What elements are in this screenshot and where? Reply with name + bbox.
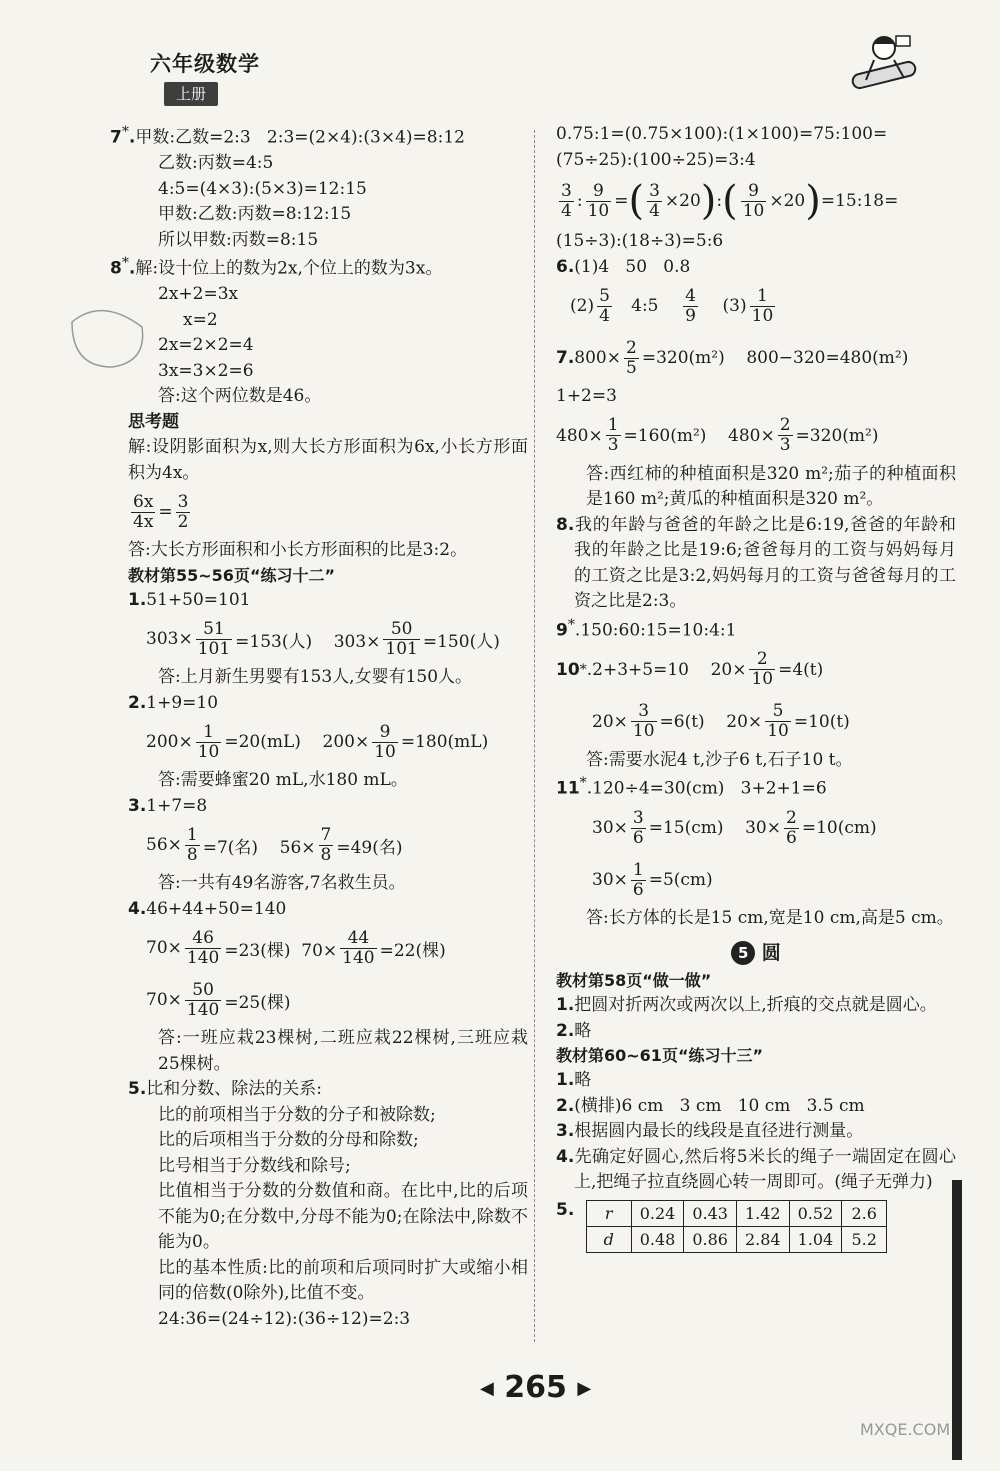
e4-line1: 46+44+50=140 [146, 898, 287, 919]
radius-diameter-table [586, 1200, 888, 1253]
table-row-d [586, 1226, 887, 1252]
q8-line3: x=2 [183, 309, 218, 330]
unit-name: 圆 [761, 941, 781, 964]
table-cell: 5.2 [842, 1226, 887, 1252]
q11-answer: 答:长方体的长是15 cm,宽是10 cm,高是5 cm。 [586, 908, 954, 929]
x1-text: 略 [574, 1070, 592, 1091]
table-cell: 0.52 [789, 1200, 842, 1226]
e2-answer: 答:需要蜂蜜20 mL,水180 mL。 [158, 770, 408, 791]
q7-line4: 甲数:乙数:丙数=8:12:15 [158, 204, 352, 225]
think-answer: 答:大长方形面积和小长方形面积的比是3:2。 [128, 540, 468, 561]
think-title: 思考题 [128, 411, 179, 432]
ratio-line1: 0.75:1=(0.75×100):(1×100)=75:100= [556, 124, 888, 144]
e5-line3: 比的后项相当于分数的分母和除数; [158, 1130, 419, 1151]
do1-text: 把圆对折两次或两次以上,折痕的交点就是圆心。 [574, 995, 937, 1016]
table-cell: 0.43 [684, 1200, 737, 1226]
think-line1: 解:设阴影面积为x,则大长方形面积为6x,小长方形面积为4x。 [128, 437, 528, 483]
unit-heading [556, 938, 956, 966]
e5-line1: 比和分数、除法的关系: [146, 1079, 323, 1100]
q8-line5: 3x=3×2=6 [158, 360, 254, 381]
q6-line2: (2) 5 4 4:5 4 9 (3) 1 10 [570, 285, 774, 326]
q7-equation1: 7. 800× $\frac{2}{5}$ =320(m²) 800−320=480(m²) [556, 337, 909, 378]
q8-answer: 答:这个两位数是46。 [158, 386, 322, 407]
table-cell: 2.6 [842, 1200, 887, 1226]
do-title: 教材第58页“做一做” [556, 971, 712, 991]
e2-equation: 200× $\frac{1}{10}$ =20(mL) 200× $\frac{9}{10}$ =180(mL) [146, 722, 489, 762]
q7-line5: 所以甲数:丙数=8:15 [158, 229, 319, 250]
binding-edge [952, 1180, 962, 1460]
q11-equation2: 30× $\frac{1}{6}$ =5(cm) [592, 860, 713, 900]
q7-line1: 甲数:乙数=2:3 2:3=(2×4):(3×4)=8:12 [135, 127, 465, 148]
table-header-d: d [586, 1226, 631, 1252]
e1-line1: 51+50=101 [146, 589, 251, 610]
unit-number-badge: 5 [731, 941, 755, 965]
x3-text: 根据圆内最长的线段是直径进行测量。 [574, 1121, 864, 1142]
table-cell: 1.04 [789, 1226, 842, 1252]
q9r-text: .150:60:15=10:4:1 [574, 620, 737, 641]
table-cell: 0.24 [631, 1200, 684, 1226]
e4-answer: 答:一班应栽23棵树,二班应栽22棵树,三班应栽25棵树。 [158, 1028, 528, 1074]
ratio-line4: (15÷3):(18÷3)=5:6 [556, 231, 724, 251]
q8-line4: 2x=2×2=4 [158, 335, 254, 356]
table-cell: 0.48 [631, 1226, 684, 1252]
q11-equation1: 30× $\frac{3}{6}$ =15(cm) 30× $\frac{2}{6}$ =10(cm) [592, 808, 877, 848]
q10-equation2: 20× $\frac{3}{10}$ =6(t) 20× $\frac{5}{10}$ =10(t) [592, 701, 850, 742]
left-arrow-icon: ◀ [480, 1378, 494, 1399]
table-row-r [586, 1200, 887, 1226]
exercise12-title: 教材第55~56页“练习十二” [128, 565, 335, 585]
ratio-line2: (75÷25):(100÷25)=3:4 [556, 149, 756, 170]
e1-answer: 答:上月新生男婴有153人,女婴有150人。 [158, 667, 473, 688]
table-cell: 2.84 [736, 1226, 789, 1252]
q7-equation2: 480× $\frac{1}{3}$ =160(m²) 480× $\frac{2}{3}$ =320(m²) [556, 415, 879, 455]
book-title: 六年级数学 [150, 52, 260, 76]
e5-line5: 比值相当于分数的分数值和商。在比中,比的后项不能为0;在分数中,分母不能为0;在除法中,除数不能为0。 [158, 1181, 528, 1253]
q6-line1: (1)4 50 0.8 [574, 256, 691, 277]
left-column: 7*.甲数:乙数=2:3 2:3=(2×4):(3×4)=8:12 乙数:丙数=4:5 4:5=(4×3):(5×3)=12:15 甲数:乙数:丙数=8:12:15 所以甲数:丙数=8:15 8*.解:设十位上的数为2x,个位上的数为3x。 2x+2=3x x=2 2x=2×2=4 3x=3×2=6 答:这个两位数是46。 思考题 解:设阴影面积为x,则大长方形面积为6x,小长方形面积为4x。 6x 4x = 3 2 答:大长方形面积和小长方形面积的比是3:2。 教材第55~56页“练习十二” 1.51+50=101 303× $\frac{51}{101}$ =153(人) 303× $\frac{50}{101}$ =150(人) 答:上月新生男婴有153人,女婴有150人。 2.1+9=10 200× $\frac{1}{10}$ =20(mL) 200× $\frac{9}{10}$ =180(mL) 答:需要蜂蜜20 mL,水180 mL。 3.1+7=8 56× $\frac{1}{8}$ =7(名) 56× $\frac{7}{8}$ =49(名) 答:一共有49名游客,7名救生员。 4.46+44+50=140 70× $\frac{46}{140}$ =23(棵) 70× $\frac{44}{140}$ =22(棵) 70× $\frac{50}{140}$ =25(棵) 答:一班应栽23棵树,二班应栽22棵树,三班应栽25棵树。 5.比和分数、除法的关系: 比的前项相当于分数的分子和被除数; 比的后项相当于分数的分母和除数; 比号相当于分数线和除号; 比值相当于分数的分数值和商。在比中,比的后项不能为0;在分数中,分母不能为0;在除法中,除数不能为0。 比的基本性质:比的前项和后项同时扩大或缩小相同的倍数(0除外),比值不变。 24:36=(24÷12):(36÷12)=2:3 [128, 122, 528, 1332]
q7r-line2: 1+2=3 [556, 386, 617, 406]
watermark-text: MXQE.COM [860, 1420, 951, 1439]
q11-line1: .120÷4=30(cm) 3+2+1=6 [586, 778, 827, 799]
ratio-fraction-line: 3 4 : $\frac{9}{10}$ = ( $\frac{3}{4}$ ×20 ) : ( $\frac{9}{10}$ ×20 ) =15:18= [561, 178, 899, 224]
e4-equation2: 70× $\frac{50}{140}$ =25(棵) [146, 980, 291, 1020]
page-number-text: 265 [504, 1370, 567, 1405]
e1-equation: 303× $\frac{51}{101}$ =153(人) 303× $\frac{50}{101}$ =150(人) [146, 619, 500, 659]
e3-answer: 答:一共有49名游客,7名救生员。 [158, 873, 406, 894]
column-divider [534, 130, 535, 1342]
right-arrow-icon: ▶ [577, 1378, 592, 1399]
q8r-text: 我的年龄与爸爸的年龄之比是6:19,爸爸的年龄和我的年龄之比是19:6;爸爸每月的工资与妈妈每月的工资之比是3:2,妈妈每月的工资与爸爸每月的工资之比是2:3。 [574, 514, 956, 611]
x4-text: 先确定好圆心,然后将5米长的绳子一端固定在圆心上,把绳子拉直绕圆心转一周即可。(绳子无弹力) [574, 1146, 956, 1193]
e5-line7: 24:36=(24÷12):(36÷12)=2:3 [158, 1308, 411, 1329]
table-header-r: r [586, 1200, 631, 1226]
x2-text: (横排)6 cm 3 cm 10 cm 3.5 cm [574, 1095, 865, 1116]
e5-line4: 比号相当于分数线和除号; [158, 1155, 351, 1176]
q10-equation1: 10 * .2+3+5=10 20× $\frac{2}{10}$ =4(t) [556, 649, 824, 690]
e4-equation1: 70× $\frac{46}{140}$ =23(棵) 70× $\frac{44}{140}$ =22(棵) [146, 928, 446, 968]
e5-line2: 比的前项相当于分数的分子和被除数; [158, 1104, 436, 1125]
e3-line1: 1+7=8 [146, 795, 208, 816]
e2-line1: 1+9=10 [146, 692, 219, 713]
q7-line3: 4:5=(4×3):(5×3)=12:15 [158, 178, 367, 199]
page-header [150, 48, 260, 106]
q8-line2: 2x+2=3x [158, 284, 239, 305]
do2-text: 略 [574, 1020, 592, 1041]
volume-tag: 上册 [164, 82, 218, 106]
exercise13-title: 教材第60~61页“练习十三” [556, 1046, 763, 1066]
table-cell: 1.42 [736, 1200, 789, 1226]
e3-equation: 56× $\frac{1}{8}$ =7(名) 56× $\frac{7}{8}$ =49(名) [146, 825, 403, 865]
think-equation: 6x 4x = 3 2 [133, 492, 189, 532]
q7-line2: 乙数:丙数=4:5 [158, 153, 274, 174]
q8-line1: 解:设十位上的数为2x,个位上的数为3x。 [135, 258, 443, 279]
e5-line6: 比的基本性质:比的前项和后项同时扩大或缩小相同的倍数(0除外),比值不变。 [158, 1257, 528, 1304]
q10-answer: 答:需要水泥4 t,沙子6 t,石子10 t。 [586, 749, 853, 770]
x5-block: 5. r 0.24 0.43 1.42 0.52 2.6 d 0.48 0.86 2.84 1.04 5.2 [556, 1200, 956, 1253]
page-number [480, 1370, 591, 1405]
table-cell: 0.86 [684, 1226, 737, 1252]
reading-child-illustration [844, 30, 924, 100]
right-column: 0.75:1=(0.75×100):(1×100)=75:100= (75÷25):(100÷25)=3:4 3 4 : $\frac{9}{10}$ = ( $\frac{3}{4}$ ×20 ) : ( $\frac{9}{10}$ ×20 ) =15:18= (15÷3):(18÷3)=5:6 6.(1)4 50 0.8 (2) 5 4 4:5 4 9 (3) 1 10 7. 800× $\frac{2}{5}$ =320(m²) 800−320=480(m²) 1+2=3 480× $\frac{1}{3}$ =160(m²) 480× $\frac{2}{3}$ =320(m²) 答:西红柿的种植面积是320 m²;茄子的种植面积是160 m²;黄瓜的种植面积是320 m²。 8.我的年龄与爸爸的年龄之比是6:19,爸爸的年龄和我的年龄之比是19:6;爸爸每月的工资与妈妈每月的工资之比是3:2,妈妈每月的工资与爸爸每月的工资之比是2:3。 9*.150:60:15=10:4:1 10 * .2+3+5=10 20× $\frac{2}{10}$ =4(t) 20× $\frac{3}{10}$ =6(t) 20× $\frac{5}{10}$ =10(t) 答:需要水泥4 t,沙子6 t,石子10 t。 11*.120÷4=30(cm) 3+2+1=6 30× $\frac{3}{6}$ =15(cm) 30× $\frac{2}{6}$ =10(cm) 30× $\frac{1}{6}$ =5(cm) 答:长方体的长是15 cm,宽是10 cm,高是5 cm。 5 圆 教材第58页“做一做” 1.把圆对折两次或两次以上,折痕的交点就是圆心。 2.略 教材第60~61页“练习十三” 1.略 2.(横排)6 cm 3 cm 10 cm 3.5 cm 3.根据圆内最长的线段是直径进行测量。 4.先确定好圆心,然后将5米长的绳子一端固定在圆心上,把绳子拉直绕圆心转一周即可。(绳子无弹力) 5. r 0.24 0.43 1.42 0.52 2.6 d 0.48 0.86 2.84 1.04 5.2 [556, 122, 956, 1253]
q7r-answer: 答:西红柿的种植面积是320 m²;茄子的种植面积是160 m²;黄瓜的种植面积是320 m²。 [586, 463, 956, 509]
